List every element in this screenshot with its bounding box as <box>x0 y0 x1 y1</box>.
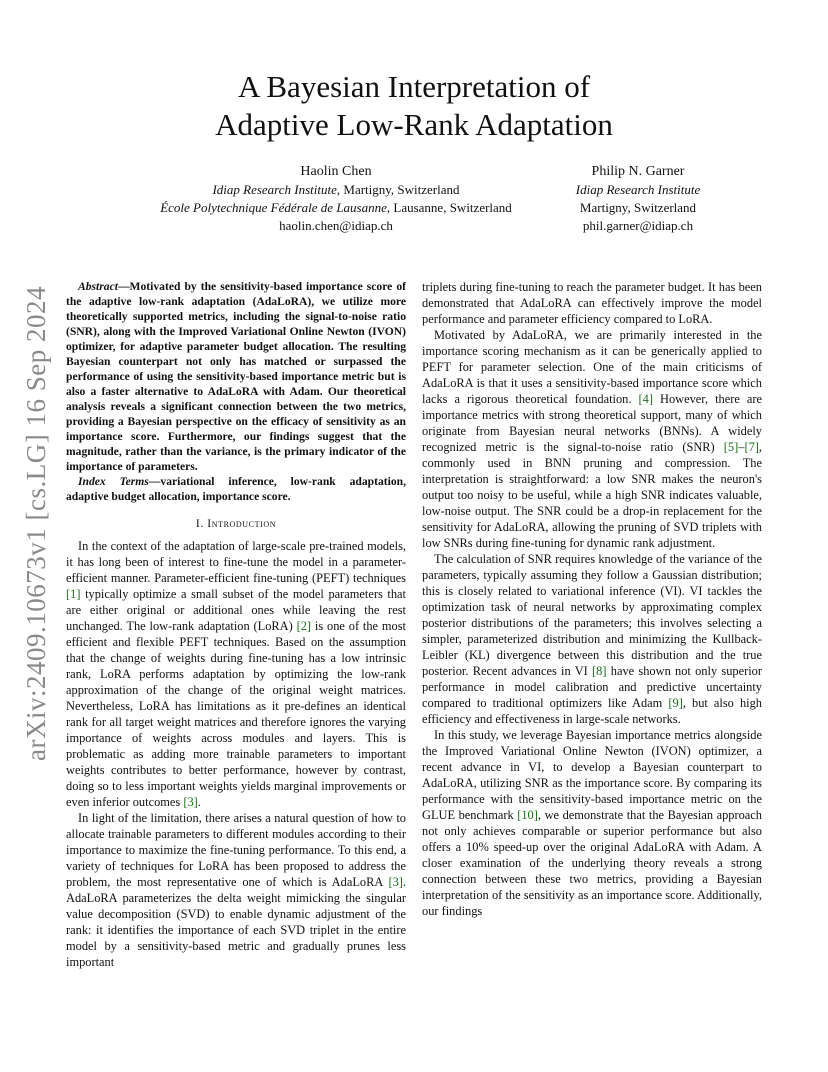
paragraph: The calculation of SNR requires knowledge of the variance of the parameters, typically assuming they follow a Gaussian distribution; this is closely related to variational inference (VI). VI tackles the optimization task of neural networks by approximating complex posterior distributions of the parameters; this involves selecting a simpler, parameterized distribution and minimizing the Kullback-Leibler (KL) divergence between this distribution and the true posterior. Recent advances in VI [8] have shown not only superior performance in model calibration and predictive uncertainty compared to traditional optimizers like Adam [9], but also high efficiency and effectiveness in large-scale networks. <box>422 552 762 726</box>
right-column <box>422 279 762 919</box>
title-line-2: Adaptive Low-Rank Adaptation <box>215 107 613 142</box>
citation-link[interactable]: [10] <box>517 808 538 822</box>
citation-link[interactable]: [5] <box>723 440 739 454</box>
author-name: Haolin Chen <box>300 164 372 179</box>
paragraph: Motivated by AdaLoRA, we are primarily interested in the importance scoring mechanism as it can be generically applied to PEFT for parameter selection. One of the main criticisms of AdaLoRA is that it uses a sensitivity-based importance score which lacks a rigorous theoretical foundation. [4] However, there are importance metrics with strong theoretical support, many of which originate from Bayesian neural networks (BNNs). A widely recognized metric is the signal-to-noise ratio (SNR) [5]–[7], commonly used in BNN pruning and compression. The interpretation is straightforward: a low SNR makes the neuron's output too noisy to be useful, while a high SNR indicates valuable, low-noise output. The SNR could be a drop-in replacement for the sensitivity for AdaLoRA, allowing the pruning of SVD triplets with low SNRs during fine-tuning for dynamic rank adjustment. <box>422 328 763 550</box>
citation-link[interactable]: [9] <box>668 696 683 710</box>
index-terms-label: Index Terms <box>78 475 149 488</box>
author-affiliation-2: Martigny, Switzerland <box>579 200 697 215</box>
citation-link[interactable]: [3] <box>183 795 198 809</box>
paragraph: In the context of the adaptation of large-scale pre-trained models, it has long been of interest to fine-tune the model in a parameter-efficient manner. Parameter-efficient fine-tuning (PEFT) techniques [1] typically optimize a small subset of the model parameters that are either original or additional ones while leaving the rest unchanged. The low-rank adaptation (LoRA) [2] is one of the most efficient and flexible PEFT techniques. Based on the assumption that the change of weights during fine-tuning has a low intrinsic rank, LoRA performs adaptation by optimizing the low-rank approximation of the change of the original weight matrices. Nevertheless, LoRA has limitations as it pre-defines an identical rank for all target weight matrices and therefore ignores the varying importance of weights across modules and layers. This is problematic as adding more trainable parameters to important weights contributes to better performance, however by contrast, doing so to less important weights yields marginal improvements or even inferior outcomes [3]. <box>66 539 406 809</box>
abstract-label: Abstract <box>78 280 118 293</box>
author-affiliation-1: Idiap Research Institute, Martigny, Switzerland <box>212 182 460 197</box>
index-terms <box>66 474 406 504</box>
citation-link[interactable]: [7] <box>744 440 759 454</box>
paper-title <box>0 68 828 144</box>
citation-link[interactable]: [4] <box>638 392 653 406</box>
title-line-1: A Bayesian Interpretation of <box>237 69 591 104</box>
citation-link[interactable]: [3] <box>388 875 403 889</box>
index-terms-text: —variational inference, low-rank adaptation, adaptive budget allocation, importance score. <box>66 475 406 503</box>
arxiv-identifier: arXiv:2409.10673v1 [cs.LG] 16 Sep 2024 <box>20 285 51 761</box>
paragraph: triplets during fine-tuning to reach the parameter budget. It has been demonstrated that AdaLoRA can effectively improve the model performance and parameter efficiency compared to LoRA. <box>422 280 762 326</box>
author-affiliation-1: Idiap Research Institute <box>575 182 701 197</box>
citation-link[interactable]: [1] <box>66 587 81 601</box>
author-email: phil.garner@idiap.ch <box>582 218 694 233</box>
citation-link[interactable]: [2] <box>296 619 312 633</box>
author-email: haolin.chen@idiap.ch <box>279 218 393 233</box>
author-block-1 <box>156 163 516 235</box>
section-heading-introduction: I. Introduction <box>195 518 277 530</box>
left-column <box>66 279 406 970</box>
abstract <box>66 279 406 474</box>
arxiv-side-stamp <box>20 285 51 761</box>
author-block-2 <box>548 163 728 235</box>
author-affiliation-2: École Polytechnique Fédérale de Lausanne, Lausanne, Switzerland <box>160 200 512 215</box>
citation-link[interactable]: [8] <box>592 664 607 678</box>
author-name: Philip N. Garner <box>591 164 685 179</box>
paragraph: In this study, we leverage Bayesian importance metrics alongside the Improved Variational Online Newton (IVON) optimizer, a recent advance in VI, to develop a Bayesian counterpart to AdaLoRA, utilizing SNR as the importance score. By comparing its performance with the sensitivity-based importance metric on the GLUE benchmark [10], we demonstrate that the Bayesian approach not only achieves comparable or superior performance but also offers a 10% speed-up over the original AdaLoRA with Adam. A closer examination of the underlying theory reveals a strong connection between these two metrics, providing a Bayesian interpretation of the sensitivity as an importance score. Additionally, our findings <box>422 728 762 918</box>
paragraph: In light of the limitation, there arises a natural question of how to allocate trainable parameters to different modules according to their importance to maximize the fine-tuning performance. To this end, a variety of techniques for LoRA has been proposed to address the problem, the most representative one of which is AdaLoRA [3]. AdaLoRA parameterizes the delta weight mimicking the singular value decomposition (SVD) to enable dynamic adjustment of the rank: it identifies the importance of each SVD triplet in the entire model by a sensitivity-based metric and gradually prunes less important <box>66 811 406 969</box>
abstract-text: —Motivated by the sensitivity-based importance score of the adaptive low-rank adaptation (AdaLoRA), we utilize more theoretically supported metrics, including the signal-to-noise ratio (SNR), along with the Improved Variational Online Newton (IVON) optimizer, for adaptive parameter budget allocation. The resulting Bayesian counterpart not only has matched or surpassed the performance of using the sensitivity-based importance metric but is also a faster alternative to AdaLoRA with Adam. Our theoretical analysis reveals a significant connection between the two metrics, providing a Bayesian perspective on the efficacy of sensitivity as an importance score. Furthermore, our findings suggest that the magnitude, rather than the variance, is the primary indicator of the importance of parameters. <box>66 280 406 473</box>
